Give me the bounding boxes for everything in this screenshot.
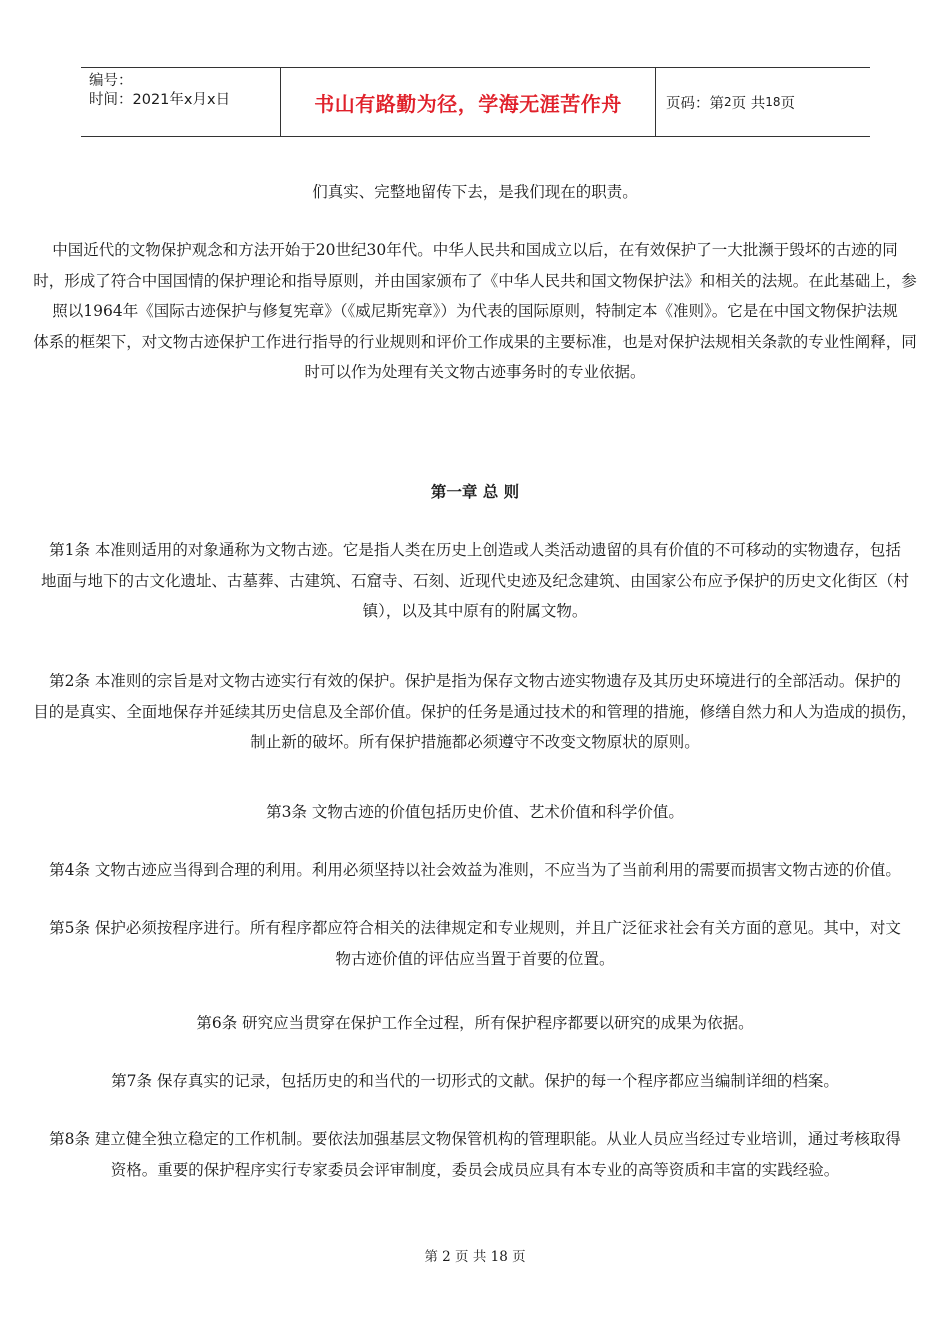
page-current-number: 2: [724, 95, 732, 109]
text-line: 照以1964年《国际古迹保护与修复宪章》（《威尼斯宪章》）为代表的国际原则，特制定本《准则》。它是在中国文物保护法规: [52, 302, 898, 320]
article-1: [0, 535, 950, 627]
text-line: 物古迹价值的评估应当置于首要的位置。: [335, 949, 615, 968]
text-line: 第4条 文物古迹应当得到合理的利用。利用必须坚持以社会效益为准则，不应当为了当前利用的需要而损害文物古迹的价值。: [49, 861, 901, 879]
text-line: 镇），以及其中原有的附属文物。: [362, 602, 588, 620]
text-line: 体系的框架下，对文物古迹保护工作进行指导的行业规则和评价工作成果的主要标准，也是对保护法规相关条款的专业性阐释，同: [33, 332, 917, 351]
page-footer: 第 2 页 共 18 页: [424, 1249, 526, 1265]
header-motto: 书山有路勤为径，学海无涯苦作舟: [281, 68, 656, 136]
paragraph-intro-continuation: [0, 177, 950, 208]
header-meta-cell: [81, 68, 281, 136]
text-line: 第5条 保护必须按程序进行。所有程序都应符合相关的法律规定和专业规则，并且广泛征求社会有关方面的意见。其中，对文: [49, 919, 901, 937]
page-header: [81, 67, 870, 137]
header-page-info: [656, 68, 870, 136]
text-line: 第6条 研究应当贯穿在保护工作全过程，所有保护程序都要以研究的成果为依据。: [196, 1014, 754, 1032]
document-time-label: 时间：2021年x月x日: [89, 92, 231, 108]
text-line: 第8条 建立健全独立稳定的工作机制。要依法加强基层文物保管机构的管理职能。从业人员应当经过专业培训，通过考核取得: [49, 1130, 901, 1148]
text-line: 目的是真实、全面地保存并延续其历史信息及全部价值。保护的任务是通过技术的和管理的措施，修缮自然力和人为造成的损伤，: [33, 702, 917, 721]
text-line: 时，形成了符合中国国情的保护理论和指导原则，并由国家颁布了《中华人民共和国文物保护法》和相关的法规。在此基础上，参: [33, 271, 917, 290]
text-line: 时可以作为处理有关文物古迹事务时的专业依据。: [304, 363, 646, 381]
text-line: 中国近代的文物保护观念和方法开始于20世纪30年代。中华人民共和国成立以后，在有效保护了一大批濒于毁坏的古迹的同: [52, 241, 898, 259]
article-3: [0, 797, 950, 828]
page-total-number: 18: [765, 95, 781, 109]
text-line: 第3条 文物古迹的价值包括历史价值、艺术价值和科学价值。: [266, 803, 684, 821]
page-label-prefix: 页码：第: [666, 95, 724, 112]
text-line: 第7条 保存真实的记录，包括历史的和当代的一切形式的文献。保护的每一个程序都应当编制详细的档案。: [111, 1072, 839, 1090]
text-line: 第2条 本准则的宗旨是对文物古迹实行有效的保护。保护是指为保存文物古迹实物遗存及其历史环境进行的全部活动。保护的: [49, 672, 901, 690]
text-line: 们真实、完整地留传下去，是我们现在的职责。: [312, 183, 638, 201]
article-6: [0, 1008, 950, 1039]
article-5: [0, 913, 950, 974]
chapter-title: 第一章 总 则: [430, 482, 520, 501]
page-label-mid: 页 共: [731, 95, 766, 112]
text-line: 资格。重要的保护程序实行专家委员会评审制度，委员会成员应具有本专业的高等资质和丰富的实践经验。: [110, 1160, 840, 1179]
article-8: [0, 1124, 950, 1185]
text-line: 制止新的破坏。所有保护措施都必须遵守不改变文物原状的原则。: [250, 733, 700, 751]
text-line: 第1条 本准则适用的对象通称为文物古迹。它是指人类在历史上创造或人类活动遗留的具有价值的不可移动的实物遗存，包括: [49, 541, 901, 559]
article-4: [0, 855, 950, 886]
article-2: [0, 666, 950, 758]
text-line: 地面与地下的古文化遗址、古墓葬、古建筑、石窟寺、石刻、近现代史迹及纪念建筑、由国家公布应予保护的历史文化街区（村: [40, 571, 909, 590]
page-label-end: 页: [780, 95, 796, 112]
document-number-label: 编号：: [89, 73, 133, 89]
paragraph-history: [0, 235, 950, 388]
article-7: [0, 1066, 950, 1097]
